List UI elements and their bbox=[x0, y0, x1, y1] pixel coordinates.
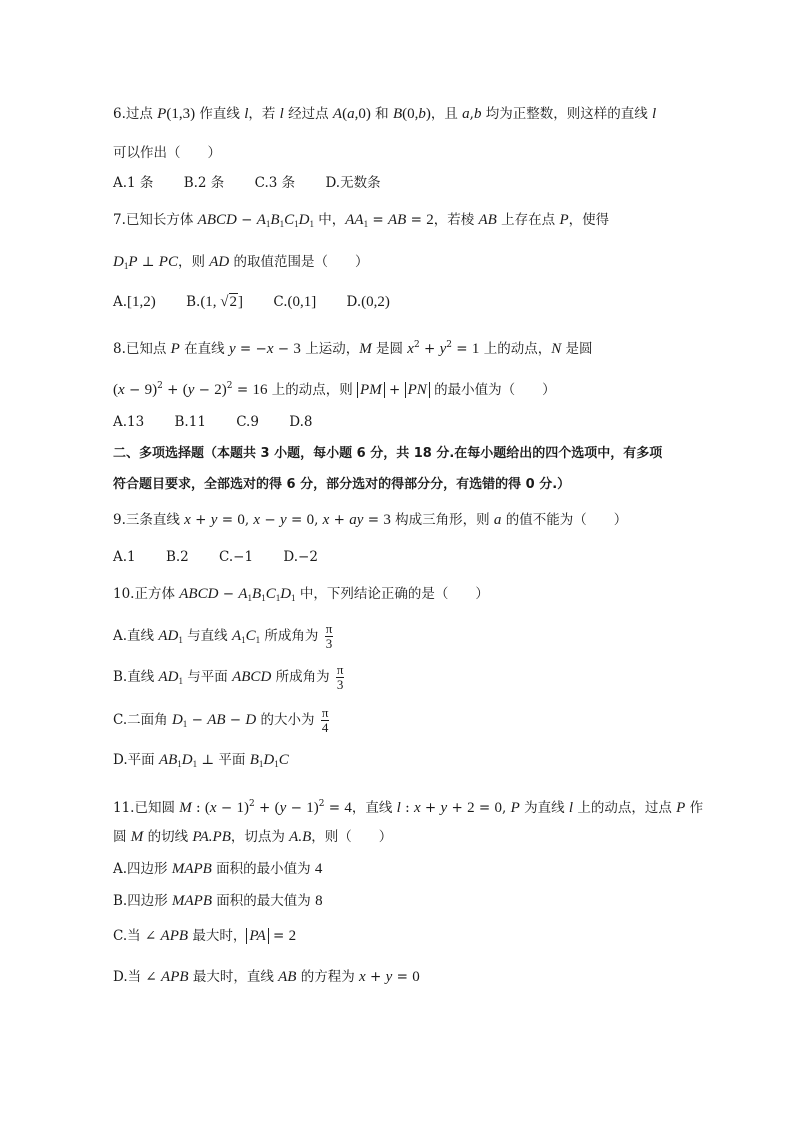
q9-stem: 9.三条直线 x + y = 0, x − y = 0, x + ay = 3 构成三角形，则 a 的值不能为（ ） bbox=[113, 512, 628, 528]
fraction-pi-over-4: $\frac{\pi}{4}$ bbox=[321, 705, 329, 735]
q9-options bbox=[113, 547, 344, 567]
q8-option-b: B.11 bbox=[174, 414, 206, 430]
q7-option-b: B.(1, √2] bbox=[186, 294, 244, 310]
q11-stem-line1: 11.已知圆 M : $(x - 1)^2 + (y - 1)^2 = 4$，直线 l : x + y + 2 = 0, P 为直线 l 上的动点，过点 P 作 bbox=[113, 799, 704, 816]
q7-options bbox=[113, 292, 416, 312]
q9-option-b: B.2 bbox=[165, 549, 189, 565]
q6-stem-line2: 可以作出（ ） bbox=[113, 145, 221, 161]
q6-option-b: B.2 条 bbox=[183, 175, 225, 191]
section2-header-line1: 二、多项选择题（本题共 3 小题，每小题 6 分，共 18 分.在每小题给出的四个选项中，有多项 bbox=[113, 446, 663, 461]
q7-option-d: D.(0,2) bbox=[346, 294, 390, 310]
q8-option-c: C.9 bbox=[236, 414, 259, 430]
q6-option-c: C.3 条 bbox=[254, 175, 296, 191]
q6-options bbox=[113, 173, 407, 193]
q9-option-c: C.−1 bbox=[219, 549, 254, 565]
q9-option-d: D.−2 bbox=[283, 549, 318, 565]
q11-option-a: A.四边形 MAPB 面积的最小值为 4 bbox=[113, 861, 323, 877]
fraction-pi-over-3: $\frac{\pi}{3}$ bbox=[325, 621, 333, 651]
q8-option-d: D.8 bbox=[289, 414, 313, 430]
q7-option-c: C.(0,1] bbox=[273, 294, 317, 310]
q7-stem-line1: 7.已知长方体 ABCD − $A_1B_1C_1D_1$ 中，$AA_1$ = AB = 2，若棱 AB 上存在点 P，使得 bbox=[113, 212, 610, 229]
q10-option-a: A.直线 $AD_1$ 与直线 $A_1C_1$ 所成角为 $\frac{\pi}{3}$ bbox=[113, 621, 333, 651]
q11-option-b: B.四边形 MAPB 面积的最大值为 8 bbox=[113, 893, 323, 909]
fraction-pi-over-3: $\frac{\pi}{3}$ bbox=[336, 662, 344, 692]
q7-option-a: A.[1,2) bbox=[113, 294, 156, 310]
q10-option-c: C.二面角 $D_1$ − AB − D 的大小为 $\frac{\pi}{4}$ bbox=[113, 705, 329, 735]
q10-option-b: B.直线 $AD_1$ 与平面 ABCD 所成角为 $\frac{\pi}{3}$ bbox=[113, 662, 344, 692]
q11-option-c: C.当 ∠ APB 最大时， PA = 2 bbox=[113, 928, 297, 944]
q8-stem-line2: $(x - 9)^2 + (y - 2)^2 = 16$ 上的动点，则 PM + PN 的最小值为（ ） bbox=[113, 381, 556, 398]
q10-stem: 10.正方体 ABCD − $A_1B_1C_1D_1$ 中，下列结论正确的是（ ） bbox=[113, 586, 489, 603]
q8-option-a: A.13 bbox=[113, 414, 145, 430]
section2-header-line2: 符合题目要求，全部选对的得 6 分，部分选对的得部分分，有选错的得 0 分.） bbox=[113, 477, 571, 492]
q11-option-d: D.当 ∠ APB 最大时，直线 AB 的方程为 x + y = 0 bbox=[113, 969, 420, 985]
q10-option-d: D.平面 $AB_1D_1$ ⊥ 平面 $B_1D_1C$ bbox=[113, 752, 289, 769]
q7-stem-line2: $D_1P$ ⊥ PC，则 AD 的取值范围是（ ） bbox=[113, 254, 369, 271]
q8-options bbox=[113, 412, 338, 432]
q6-stem-line1: 6.过点 P(1,3) 作直线 l，若 l 经过点 A(a,0) 和 B(0,b)，且 a,b 均为正整数，则这样的直线 l bbox=[113, 106, 657, 122]
q6-option-d: D.无数条 bbox=[325, 175, 381, 191]
q6-option-a: A.1 条 bbox=[113, 175, 154, 191]
q9-option-a: A.1 bbox=[113, 549, 136, 565]
q11-stem-line2: 圆 M 的切线 PA.PB，切点为 A.B，则（ ） bbox=[113, 829, 393, 845]
q8-stem-line1: 8.已知点 P 在直线 y = −x − 3 上运动，M 是圆 $x^2 + y^2 = 1$ 上的动点，N 是圆 bbox=[113, 340, 593, 357]
